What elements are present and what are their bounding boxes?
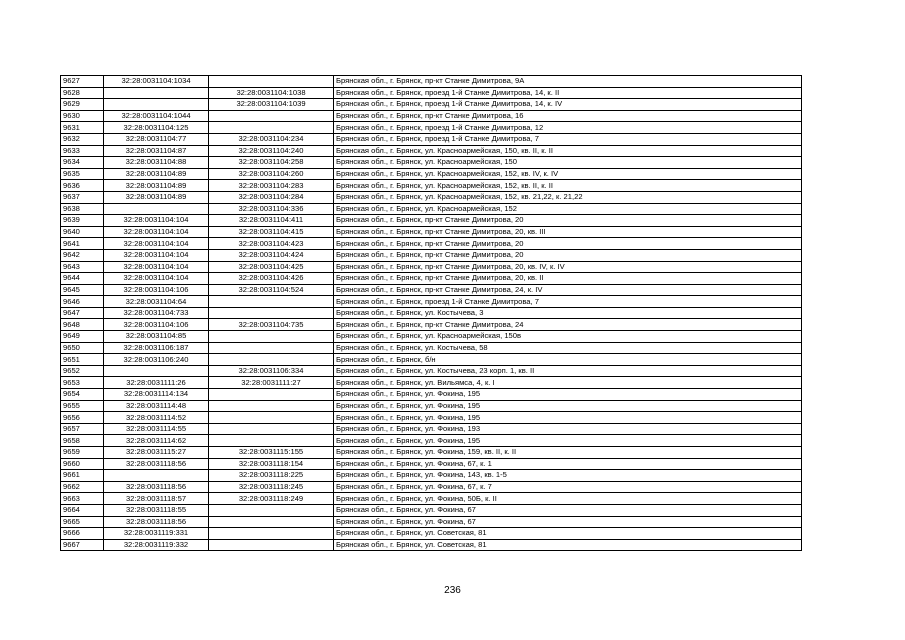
address-cell: Брянская обл., г. Брянск, ул. Фокина, 67 <box>334 504 802 516</box>
linked-cadastral-number-cell: 32:28:0031104:260 <box>209 168 334 180</box>
row-number-cell: 9645 <box>61 284 104 296</box>
cadastral-number-cell: 32:28:0031104:89 <box>104 168 209 180</box>
table-row <box>61 458 802 470</box>
cadastral-number-cell: 32:28:0031115:27 <box>104 447 209 459</box>
table-row <box>61 238 802 250</box>
linked-cadastral-number-cell: 32:28:0031104:284 <box>209 191 334 203</box>
table-row <box>61 412 802 424</box>
cadastral-number-cell: 32:28:0031104:104 <box>104 215 209 227</box>
table-row <box>61 168 802 180</box>
row-number-cell: 9660 <box>61 458 104 470</box>
row-number-cell: 9636 <box>61 180 104 192</box>
linked-cadastral-number-cell: 32:28:0031104:425 <box>209 261 334 273</box>
address-cell: Брянская обл., г. Брянск, ул. Советская, 81 <box>334 539 802 551</box>
cadastral-number-cell: 32:28:0031104:104 <box>104 273 209 285</box>
address-cell: Брянская обл., г. Брянск, б/н <box>334 354 802 366</box>
cadastral-number-cell: 32:28:0031104:104 <box>104 249 209 261</box>
table-row <box>61 377 802 389</box>
linked-cadastral-number-cell: 32:28:0031104:234 <box>209 133 334 145</box>
table-row <box>61 284 802 296</box>
row-number-cell: 9664 <box>61 504 104 516</box>
linked-cadastral-number-cell <box>209 516 334 528</box>
linked-cadastral-number-cell <box>209 435 334 447</box>
table-row <box>61 180 802 192</box>
table-row <box>61 365 802 377</box>
row-number-cell: 9639 <box>61 215 104 227</box>
linked-cadastral-number-cell: 32:28:0031104:735 <box>209 319 334 331</box>
linked-cadastral-number-cell: 32:28:0031104:336 <box>209 203 334 215</box>
row-number-cell: 9630 <box>61 110 104 122</box>
cadastral-number-cell: 32:28:0031104:85 <box>104 331 209 343</box>
address-cell: Брянская обл., г. Брянск, пр-кт Станке Димитрова, 9А <box>334 76 802 88</box>
table-row <box>61 307 802 319</box>
cadastral-number-cell: 32:28:0031104:104 <box>104 261 209 273</box>
address-cell: Брянская обл., г. Брянск, пр-кт Станке Димитрова, 20, кв. IV, к. IV <box>334 261 802 273</box>
address-cell: Брянская обл., г. Брянск, пр-кт Станке Димитрова, 20, кв. III <box>334 226 802 238</box>
table-row <box>61 226 802 238</box>
row-number-cell: 9635 <box>61 168 104 180</box>
row-number-cell: 9659 <box>61 447 104 459</box>
linked-cadastral-number-cell: 32:28:0031104:424 <box>209 249 334 261</box>
table-row <box>61 493 802 505</box>
address-cell: Брянская обл., г. Брянск, ул. Фокина, 195 <box>334 400 802 412</box>
cadastral-number-cell: 32:28:0031114:55 <box>104 423 209 435</box>
cadastral-number-cell: 32:28:0031104:106 <box>104 319 209 331</box>
table-row <box>61 249 802 261</box>
row-number-cell: 9631 <box>61 122 104 134</box>
row-number-cell: 9650 <box>61 342 104 354</box>
linked-cadastral-number-cell: 32:28:0031118:245 <box>209 481 334 493</box>
address-cell: Брянская обл., г. Брянск, проезд 1-й Станке Димитрова, 7 <box>334 296 802 308</box>
address-cell: Брянская обл., г. Брянск, ул. Фокина, 67, к. 7 <box>334 481 802 493</box>
address-cell: Брянская обл., г. Брянск, ул. Советская, 81 <box>334 528 802 540</box>
cadastral-number-cell: 32:28:0031114:48 <box>104 400 209 412</box>
cadastral-number-cell: 32:28:0031104:106 <box>104 284 209 296</box>
address-cell: Брянская обл., г. Брянск, ул. Фокина, 159, кв. II, к. II <box>334 447 802 459</box>
linked-cadastral-number-cell: 32:28:0031104:240 <box>209 145 334 157</box>
row-number-cell: 9634 <box>61 157 104 169</box>
cadastral-number-cell: 32:28:0031104:64 <box>104 296 209 308</box>
row-number-cell: 9648 <box>61 319 104 331</box>
cadastral-number-cell: 32:28:0031104:1044 <box>104 110 209 122</box>
address-cell: Брянская обл., г. Брянск, ул. Красноармейская, 152, кв. IV, к. IV <box>334 168 802 180</box>
table-row <box>61 87 802 99</box>
table-row <box>61 354 802 366</box>
address-cell: Брянская обл., г. Брянск, ул. Фокина, 143, кв. 1-5 <box>334 470 802 482</box>
row-number-cell: 9661 <box>61 470 104 482</box>
linked-cadastral-number-cell <box>209 307 334 319</box>
table-row <box>61 435 802 447</box>
cadastral-number-cell: 32:28:0031119:332 <box>104 539 209 551</box>
table-row <box>61 389 802 401</box>
address-cell: Брянская обл., г. Брянск, ул. Фокина, 67, к. 1 <box>334 458 802 470</box>
table-row <box>61 133 802 145</box>
linked-cadastral-number-cell <box>209 389 334 401</box>
cadastral-number-cell: 32:28:0031118:56 <box>104 516 209 528</box>
address-cell: Брянская обл., г. Брянск, пр-кт Станке Димитрова, 20 <box>334 215 802 227</box>
address-cell: Брянская обл., г. Брянск, пр-кт Станке Димитрова, 24, к. IV <box>334 284 802 296</box>
linked-cadastral-number-cell <box>209 331 334 343</box>
registry-table <box>60 75 802 551</box>
cadastral-number-cell: 32:28:0031118:56 <box>104 458 209 470</box>
row-number-cell: 9629 <box>61 99 104 111</box>
cadastral-number-cell: 32:28:0031104:77 <box>104 133 209 145</box>
linked-cadastral-number-cell: 32:28:0031104:524 <box>209 284 334 296</box>
row-number-cell: 9632 <box>61 133 104 145</box>
linked-cadastral-number-cell: 32:28:0031118:225 <box>209 470 334 482</box>
linked-cadastral-number-cell <box>209 423 334 435</box>
linked-cadastral-number-cell <box>209 504 334 516</box>
cadastral-number-cell: 32:28:0031114:62 <box>104 435 209 447</box>
address-cell: Брянская обл., г. Брянск, ул. Красноармейская, 150 <box>334 157 802 169</box>
row-number-cell: 9641 <box>61 238 104 250</box>
row-number-cell: 9640 <box>61 226 104 238</box>
linked-cadastral-number-cell: 32:28:0031118:249 <box>209 493 334 505</box>
cadastral-number-cell: 32:28:0031111:26 <box>104 377 209 389</box>
row-number-cell: 9638 <box>61 203 104 215</box>
cadastral-number-cell: 32:28:0031104:104 <box>104 226 209 238</box>
cadastral-number-cell: 32:28:0031104:125 <box>104 122 209 134</box>
linked-cadastral-number-cell: 32:28:0031118:154 <box>209 458 334 470</box>
linked-cadastral-number-cell <box>209 122 334 134</box>
table-row <box>61 516 802 528</box>
address-cell: Брянская обл., г. Брянск, ул. Фокина, 195 <box>334 435 802 447</box>
row-number-cell: 9644 <box>61 273 104 285</box>
table-row <box>61 481 802 493</box>
table-row <box>61 110 802 122</box>
address-cell: Брянская обл., г. Брянск, ул. Фокина, 195 <box>334 389 802 401</box>
address-cell: Брянская обл., г. Брянск, пр-кт Станке Димитрова, 24 <box>334 319 802 331</box>
table-row <box>61 191 802 203</box>
linked-cadastral-number-cell: 32:28:0031111:27 <box>209 377 334 389</box>
cadastral-number-cell: 32:28:0031114:134 <box>104 389 209 401</box>
cadastral-number-cell: 32:28:0031104:104 <box>104 238 209 250</box>
row-number-cell: 9628 <box>61 87 104 99</box>
table-row <box>61 470 802 482</box>
linked-cadastral-number-cell <box>209 110 334 122</box>
address-cell: Брянская обл., г. Брянск, пр-кт Станке Димитрова, 20 <box>334 238 802 250</box>
table-row <box>61 157 802 169</box>
address-cell: Брянская обл., г. Брянск, ул. Фокина, 67 <box>334 516 802 528</box>
cadastral-number-cell: 32:28:0031114:52 <box>104 412 209 424</box>
address-cell: Брянская обл., г. Брянск, пр-кт Станке Димитрова, 20 <box>334 249 802 261</box>
linked-cadastral-number-cell <box>209 412 334 424</box>
table-row <box>61 122 802 134</box>
linked-cadastral-number-cell: 32:28:0031104:411 <box>209 215 334 227</box>
address-cell: Брянская обл., г. Брянск, ул. Красноармейская, 152, кв. II, к. II <box>334 180 802 192</box>
linked-cadastral-number-cell: 32:28:0031104:283 <box>209 180 334 192</box>
linked-cadastral-number-cell <box>209 76 334 88</box>
row-number-cell: 9649 <box>61 331 104 343</box>
cadastral-number-cell: 32:28:0031104:1034 <box>104 76 209 88</box>
linked-cadastral-number-cell: 32:28:0031104:423 <box>209 238 334 250</box>
table-row <box>61 296 802 308</box>
cadastral-number-cell: 32:28:0031104:89 <box>104 191 209 203</box>
linked-cadastral-number-cell <box>209 354 334 366</box>
cadastral-number-cell: 32:28:0031104:88 <box>104 157 209 169</box>
cadastral-number-cell: 32:28:0031118:55 <box>104 504 209 516</box>
table-row <box>61 99 802 111</box>
address-cell: Брянская обл., г. Брянск, ул. Красноармейская, 150, кв. II, к. II <box>334 145 802 157</box>
row-number-cell: 9646 <box>61 296 104 308</box>
cadastral-number-cell <box>104 203 209 215</box>
row-number-cell: 9666 <box>61 528 104 540</box>
table-row <box>61 528 802 540</box>
address-cell: Брянская обл., г. Брянск, проезд 1-й Станке Димитрова, 12 <box>334 122 802 134</box>
row-number-cell: 9633 <box>61 145 104 157</box>
table-row <box>61 76 802 88</box>
cadastral-number-cell <box>104 365 209 377</box>
row-number-cell: 9652 <box>61 365 104 377</box>
table-row <box>61 261 802 273</box>
row-number-cell: 9665 <box>61 516 104 528</box>
table-row <box>61 400 802 412</box>
linked-cadastral-number-cell: 32:28:0031104:426 <box>209 273 334 285</box>
table-row <box>61 331 802 343</box>
cadastral-number-cell: 32:28:0031104:733 <box>104 307 209 319</box>
row-number-cell: 9642 <box>61 249 104 261</box>
row-number-cell: 9647 <box>61 307 104 319</box>
row-number-cell: 9651 <box>61 354 104 366</box>
cadastral-number-cell: 32:28:0031118:57 <box>104 493 209 505</box>
cadastral-number-cell <box>104 87 209 99</box>
cadastral-number-cell <box>104 99 209 111</box>
address-cell: Брянская обл., г. Брянск, ул. Костычева, 3 <box>334 307 802 319</box>
cadastral-number-cell: 32:28:0031104:87 <box>104 145 209 157</box>
address-cell: Брянская обл., г. Брянск, ул. Фокина, 193 <box>334 423 802 435</box>
row-number-cell: 9637 <box>61 191 104 203</box>
address-cell: Брянская обл., г. Брянск, пр-кт Станке Димитрова, 16 <box>334 110 802 122</box>
table-row <box>61 145 802 157</box>
address-cell: Брянская обл., г. Брянск, проезд 1-й Станке Димитрова, 7 <box>334 133 802 145</box>
linked-cadastral-number-cell: 32:28:0031115:155 <box>209 447 334 459</box>
table-row <box>61 539 802 551</box>
table-row <box>61 423 802 435</box>
linked-cadastral-number-cell: 32:28:0031104:415 <box>209 226 334 238</box>
address-cell: Брянская обл., г. Брянск, проезд 1-й Станке Димитрова, 14, к. IV <box>334 99 802 111</box>
table-row <box>61 319 802 331</box>
row-number-cell: 9658 <box>61 435 104 447</box>
table-row <box>61 504 802 516</box>
address-cell: Брянская обл., г. Брянск, ул. Вильямса, 4, к. I <box>334 377 802 389</box>
address-cell: Брянская обл., г. Брянск, ул. Красноармейская, 150в <box>334 331 802 343</box>
linked-cadastral-number-cell <box>209 296 334 308</box>
row-number-cell: 9667 <box>61 539 104 551</box>
linked-cadastral-number-cell <box>209 528 334 540</box>
linked-cadastral-number-cell <box>209 400 334 412</box>
table-row <box>61 447 802 459</box>
linked-cadastral-number-cell <box>209 342 334 354</box>
row-number-cell: 9663 <box>61 493 104 505</box>
cadastral-number-cell: 32:28:0031119:331 <box>104 528 209 540</box>
cadastral-number-cell: 32:28:0031104:89 <box>104 180 209 192</box>
linked-cadastral-number-cell: 32:28:0031106:334 <box>209 365 334 377</box>
linked-cadastral-number-cell: 32:28:0031104:258 <box>209 157 334 169</box>
cadastral-number-cell: 32:28:0031106:187 <box>104 342 209 354</box>
table-row <box>61 273 802 285</box>
address-cell: Брянская обл., г. Брянск, ул. Фокина, 195 <box>334 412 802 424</box>
table-row <box>61 342 802 354</box>
row-number-cell: 9657 <box>61 423 104 435</box>
address-cell: Брянская обл., г. Брянск, ул. Костычева, 58 <box>334 342 802 354</box>
registry-table-body <box>61 76 802 551</box>
row-number-cell: 9654 <box>61 389 104 401</box>
linked-cadastral-number-cell: 32:28:0031104:1039 <box>209 99 334 111</box>
address-cell: Брянская обл., г. Брянск, ул. Красноармейская, 152 <box>334 203 802 215</box>
cadastral-number-cell: 32:28:0031118:56 <box>104 481 209 493</box>
address-cell: Брянская обл., г. Брянск, ул. Фокина, 50Б, к. II <box>334 493 802 505</box>
row-number-cell: 9655 <box>61 400 104 412</box>
cadastral-number-cell: 32:28:0031106:240 <box>104 354 209 366</box>
table-row <box>61 215 802 227</box>
cadastral-number-cell <box>104 470 209 482</box>
page-number: 236 <box>444 585 461 596</box>
linked-cadastral-number-cell: 32:28:0031104:1038 <box>209 87 334 99</box>
linked-cadastral-number-cell <box>209 539 334 551</box>
row-number-cell: 9662 <box>61 481 104 493</box>
address-cell: Брянская обл., г. Брянск, пр-кт Станке Димитрова, 20, кв. II <box>334 273 802 285</box>
row-number-cell: 9656 <box>61 412 104 424</box>
table-row <box>61 203 802 215</box>
address-cell: Брянская обл., г. Брянск, ул. Костычева, 23 корп. 1, кв. II <box>334 365 802 377</box>
row-number-cell: 9643 <box>61 261 104 273</box>
row-number-cell: 9627 <box>61 76 104 88</box>
row-number-cell: 9653 <box>61 377 104 389</box>
address-cell: Брянская обл., г. Брянск, ул. Красноармейская, 152, кв. 21,22, к. 21,22 <box>334 191 802 203</box>
address-cell: Брянская обл., г. Брянск, проезд 1-й Станке Димитрова, 14, к. II <box>334 87 802 99</box>
